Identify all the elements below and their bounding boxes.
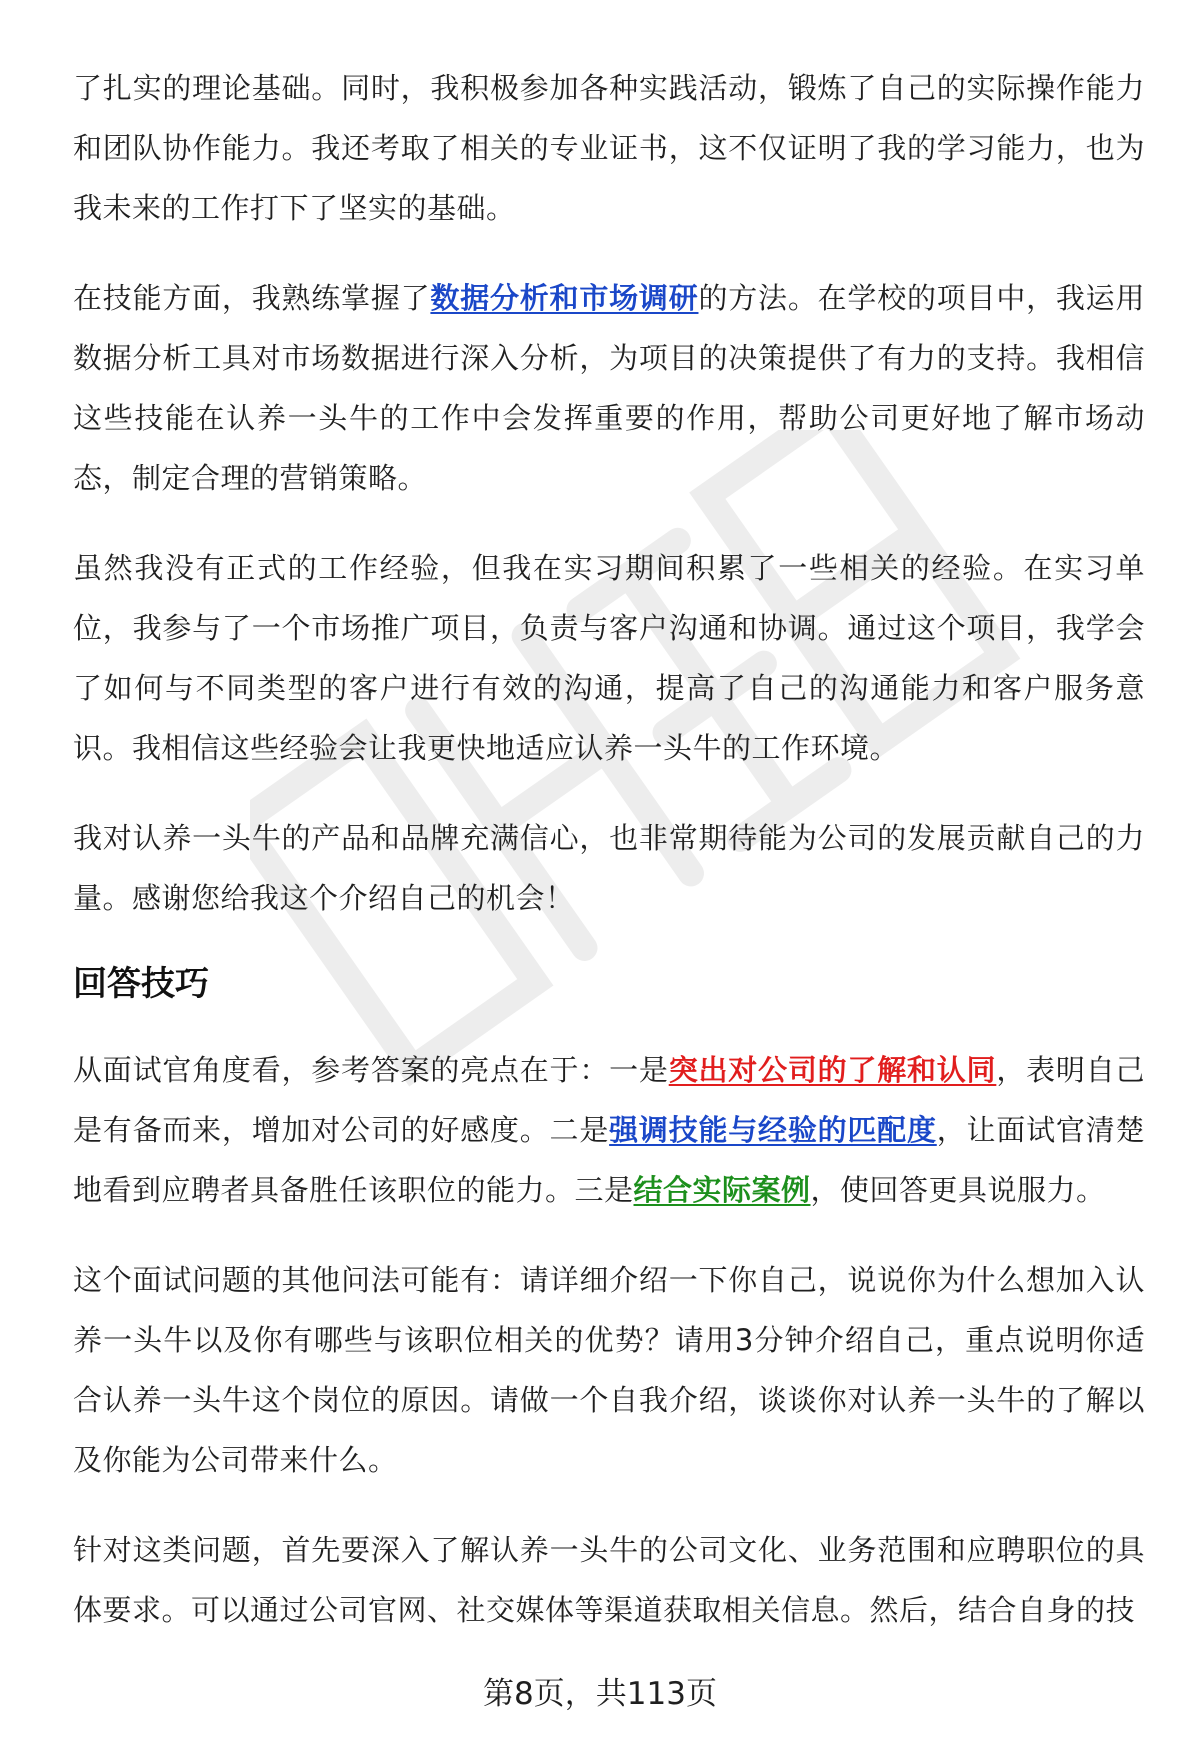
paragraph-skills-before: 在技能方面，我熟练掌握了	[73, 281, 431, 315]
paragraph-skills-after: 的方法。在学校的项目中，我运用数据分析工具对市场数据进行深入分析，为项目的决策提供了有力的支持。我相信这些技能在认养一头牛的工作中会发挥重要的作用，帮助公司更好地了解市场动态，制定合理的营销策略。	[73, 281, 1145, 495]
tips-intro: 从面试官角度看，参考答案的亮点在于：一是	[73, 1053, 669, 1087]
highlight-match: 强调技能与经验的匹配度	[609, 1113, 937, 1147]
paragraph-experience: 虽然我没有正式的工作经验，但我在实习期间积累了一些相关的经验。在实习单位，我参与了一个市场推广项目，负责与客户沟通和协调。通过这个项目，我学会了如何与不同类型的客户进行有效的沟通，提高了自己的沟通能力和客户服务意识。我相信这些经验会让我更快地适应认养一头牛的工作环境。	[73, 551, 1145, 765]
highlight-company: 突出对公司的了解和认同	[668, 1053, 997, 1087]
paragraph-closing: 我对认养一头牛的产品和品牌充满信心，也非常期待能为公司的发展贡献自己的力量。感谢您给我这个介绍自己的机会！	[73, 821, 1145, 915]
document-body	[73, 58, 1145, 1640]
tips-mid-2: ，让面试官清楚地看到应聘者具备胜任该职位的能力。三是	[73, 1113, 1145, 1207]
section-heading: 回答技巧	[73, 964, 209, 1004]
page-number: 第8页，共113页	[483, 1676, 717, 1712]
highlight-skills: 数据分析和市场调研	[430, 281, 699, 315]
paragraph-advice: 针对这类问题，首先要深入了解认养一头牛的公司文化、业务范围和应聘职位的具体要求。可以通过公司官网、社交媒体等渠道获取相关信息。然后，结合自身的技	[73, 1533, 1145, 1627]
paragraph-alternatives: 这个面试问题的其他问法可能有：请详细介绍一下你自己，说说你为什么想加入认养一头牛以及你有哪些与该职位相关的优势？请用3分钟介绍自己，重点说明你适合认养一头牛这个岗位的原因。请做一个自我介绍，谈谈你对认养一头牛的了解以及你能为公司带来什么。	[73, 1263, 1145, 1477]
paragraph-skills	[73, 268, 1145, 508]
tips-end: ，使回答更具说服力。	[810, 1173, 1106, 1207]
highlight-case: 结合实际案例	[633, 1173, 811, 1207]
paragraph-foundation: 了扎实的理论基础。同时，我积极参加各种实践活动，锻炼了自己的实际操作能力和团队协作能力。我还考取了相关的专业证书，这不仅证明了我的学习能力，也为我未来的工作打下了坚实的基础。	[73, 71, 1145, 225]
paragraph-tips	[73, 1040, 1145, 1220]
tips-mid-1: ，表明自己是有备而来，增加对公司的好感度。二是	[73, 1053, 1145, 1147]
